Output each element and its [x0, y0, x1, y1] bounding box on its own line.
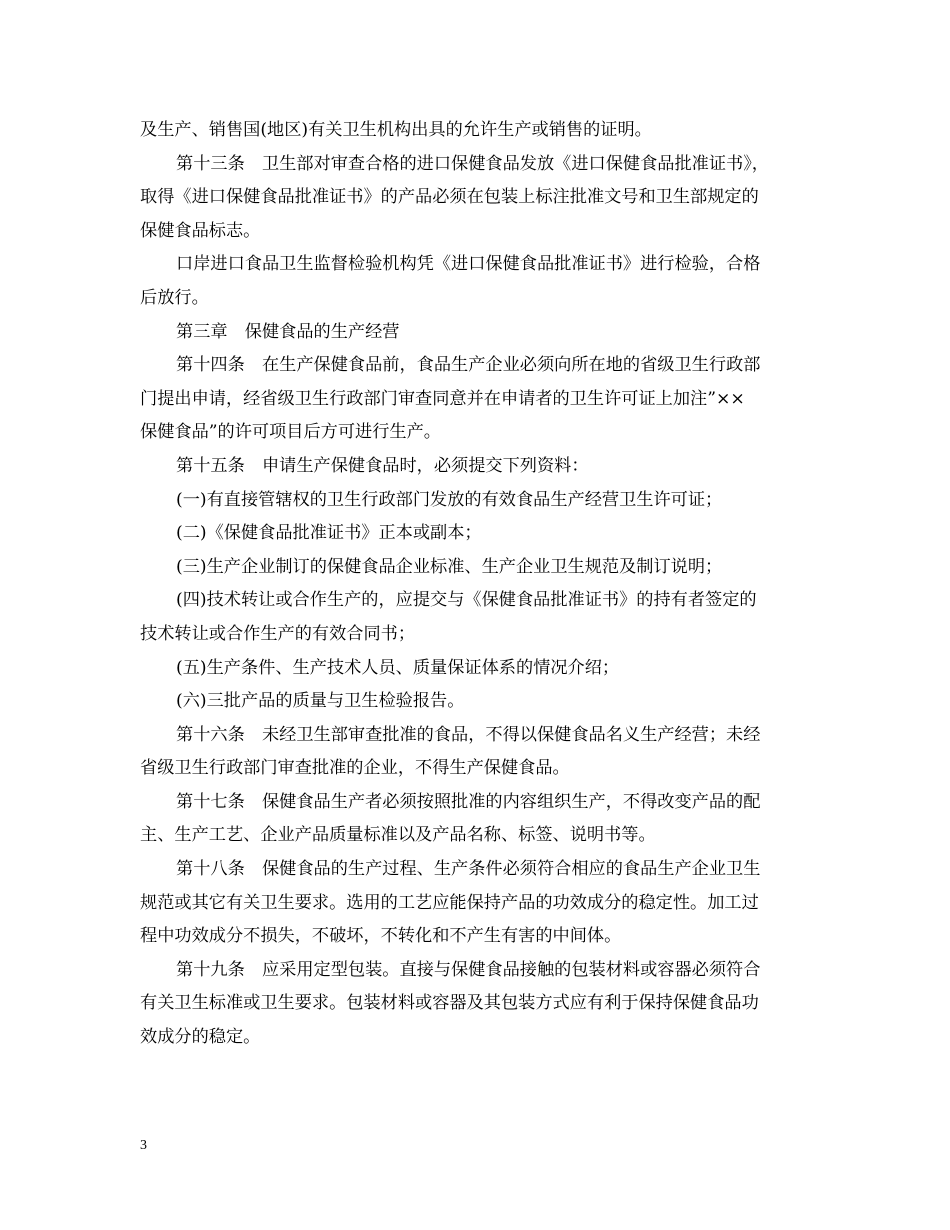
- page-number: 3: [140, 1138, 147, 1153]
- text-line: (三)生产企业制订的保健食品企业标准、生产企业卫生规范及制订说明；: [176, 556, 723, 577]
- text-line: 第三章 保健食品的生产经营: [176, 321, 400, 342]
- text-line: 后放行。: [140, 287, 209, 308]
- text-line: 程中功效成分不损失，不破坏，不转化和不产生有害的中间体。: [140, 926, 622, 947]
- text-line: 第十五条 申请生产保健食品时，必须提交下列资料：: [176, 455, 589, 476]
- text-line: 保健食品标志。: [140, 220, 261, 241]
- text-line: 第十三条 卫生部对审查合格的进口保健食品发放《进口保健食品批准证书》，: [176, 153, 769, 174]
- text-line: 保健食品”的许可项目后方可进行生产。: [140, 422, 441, 443]
- text-line: 效成分的稳定。: [140, 1027, 261, 1048]
- text-line: 规范或其它有关卫生要求。选用的工艺应能保持产品的功效成分的稳定性。加工过: [140, 892, 759, 913]
- text-line: (四)技术转让或合作生产的，应提交与《保健食品批准证书》的持有者签定的: [176, 590, 757, 611]
- text-line: (六)三批产品的质量与卫生检验报告。: [176, 691, 465, 712]
- text-line: (一)有直接管辖权的卫生行政部门发放的有效食品生产经营卫生许可证；: [176, 489, 723, 510]
- text-line: 口岸进口食品卫生监督检验机构凭《进口保健食品批准证书》进行检验，合格: [176, 254, 761, 275]
- text-line: (二)《保健食品批准证书》正本或副本；: [176, 523, 482, 544]
- text-line: 有关卫生标准或卫生要求。包装材料或容器及其包装方式应有利于保持保健食品功: [140, 993, 759, 1014]
- text-line: 第十九条 应采用定型包装。直接与保健食品接触的包装材料或容器必须符合: [176, 959, 761, 980]
- text-line: 技术转让或合作生产的有效合同书；: [140, 623, 416, 644]
- text-line: 第十六条 未经卫生部审查批准的食品，不得以保健食品名义生产经营；未经: [176, 724, 761, 745]
- text-line: 第十八条 保健食品的生产过程、生产条件必须符合相应的食品生产企业卫生: [176, 859, 761, 880]
- text-line: 取得《进口保健食品批准证书》的产品必须在包装上标注批准文号和卫生部规定的: [140, 187, 759, 208]
- text-line: 门提出申请，经省级卫生行政部门审查同意并在申请者的卫生许可证上加注”××: [140, 388, 745, 409]
- document-body: [140, 114, 815, 1055]
- text-line: 及生产、销售国(地区)有关卫生机构出具的允许生产或销售的证明。: [140, 120, 652, 140]
- text-line: 主、生产工艺、企业产品质量标准以及产品名称、标签、说明书等。: [140, 825, 656, 846]
- text-line: 省级卫生行政部门审查批准的企业，不得生产保健食品。: [140, 758, 570, 779]
- text-line: (五)生产条件、生产技术人员、质量保证体系的情况介绍；: [176, 657, 620, 678]
- text-line: 第十四条 在生产保健食品前，食品生产企业必须向所在地的省级卫生行政部: [176, 355, 761, 376]
- text-line: 第十七条 保健食品生产者必须按照批准的内容组织生产，不得改变产品的配: [176, 791, 761, 812]
